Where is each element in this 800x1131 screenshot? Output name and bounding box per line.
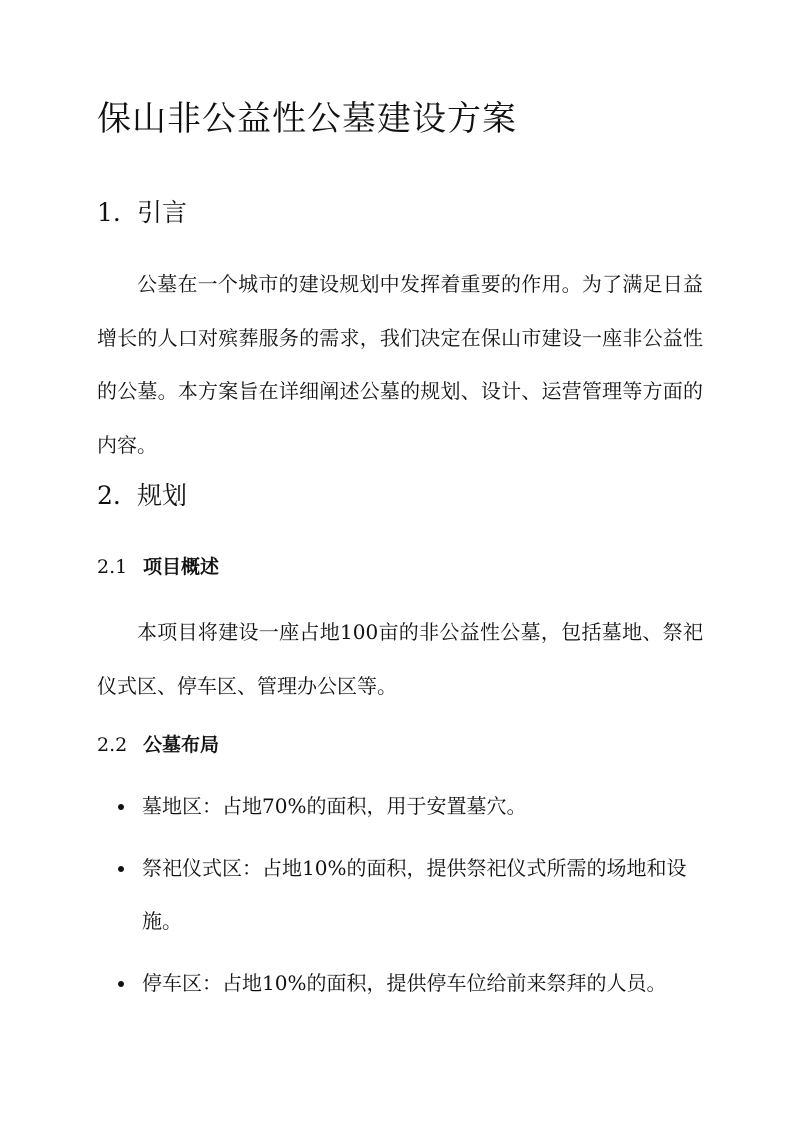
subsection-number: 2.1 [97, 556, 128, 578]
section-title: 引言 [137, 198, 188, 227]
list-item-text: 墓地区：占地70%的面积，用于安置墓穴。 [142, 794, 527, 818]
subsection-heading-project-overview [97, 553, 219, 581]
section-heading-planning [97, 478, 187, 514]
list-item [97, 780, 703, 834]
list-item-text: 停车区：占地10%的面积，提供停车位给前来祭拜的人员。 [142, 970, 667, 995]
subsection-title: 项目概述 [143, 556, 220, 578]
introduction-paragraph: 公墓在一个城市的建设规划中发挥着重要的作用。为了满足日益增长的人口对殡葬服务的需求，我们决定在保山市建设一座非公益性的公墓。本方案旨在详细阐述公墓的规划、设计、运营管理等方面的内容。 [97, 272, 703, 457]
list-item-text: 祭祀仪式区：占地10%的面积，提供祭祀仪式所需的场地和设施。 [142, 855, 687, 933]
list-item [97, 842, 703, 949]
bullet-dot-icon [118, 866, 124, 872]
subsection-heading-cemetery-layout [97, 731, 219, 759]
bullet-dot-icon [118, 804, 124, 810]
section-number: 1. [97, 198, 121, 227]
document-title: 保山非公益性公墓建设方案 [97, 99, 517, 139]
section-number: 2. [97, 481, 121, 510]
section-heading-introduction [97, 195, 187, 231]
bullet-dot-icon [118, 981, 124, 987]
layout-bullet-list [97, 780, 703, 1010]
project-overview-paragraph: 本项目将建设一座占地100亩的非公益性公墓，包括墓地、祭祀仪式区、停车区、管理办公区等。 [97, 620, 703, 698]
subsection-title: 公墓布局 [143, 734, 220, 756]
section-title: 规划 [137, 481, 188, 510]
subsection-number: 2.2 [97, 734, 128, 756]
list-item [97, 957, 703, 1011]
